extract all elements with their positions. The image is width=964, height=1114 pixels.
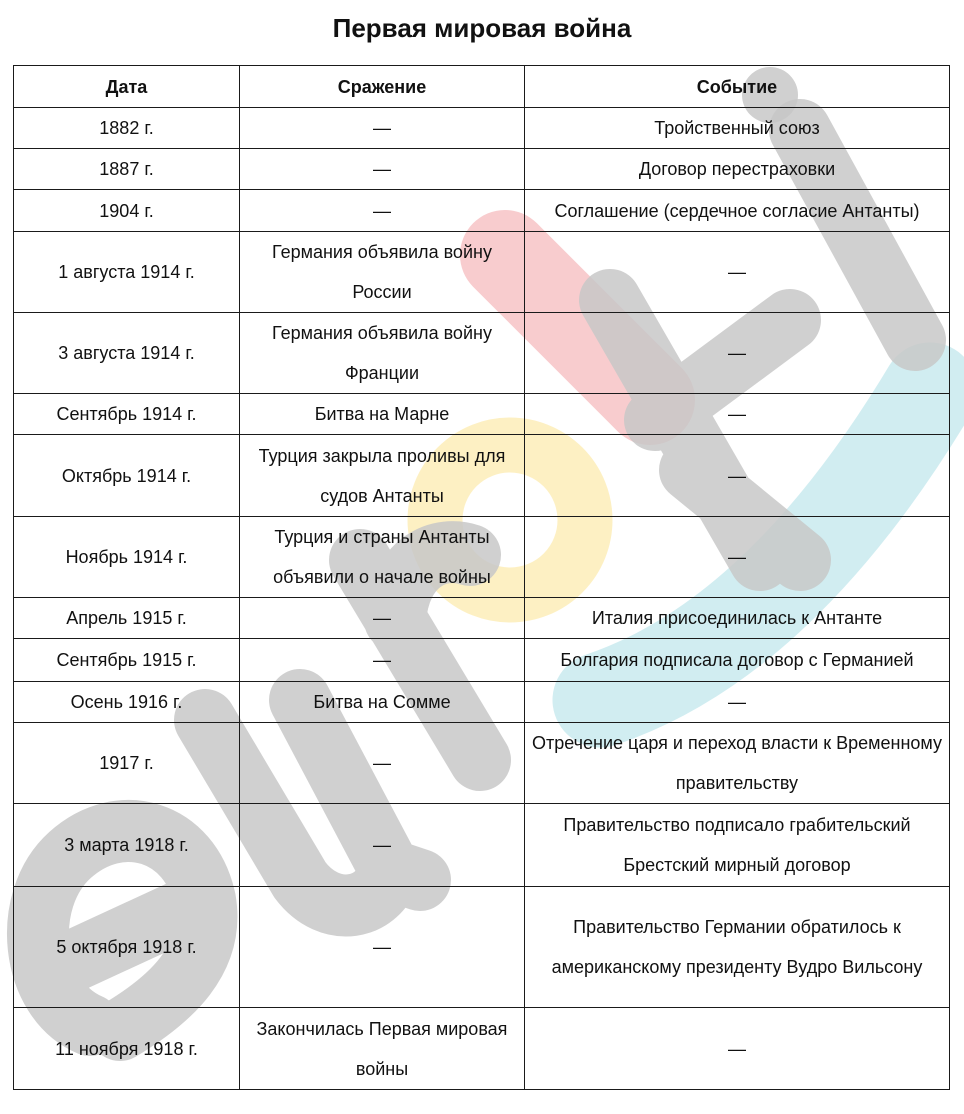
cell-event: — — [525, 517, 950, 598]
cell-event: Болгария подписала договор с Германией — [525, 639, 950, 682]
table-row — [14, 435, 950, 517]
cell-battle: — — [240, 887, 525, 1008]
cell-event: Соглашение (сердечное согласие Антанты) — [525, 190, 950, 232]
cell-battle: — — [240, 723, 525, 804]
table-row — [14, 723, 950, 804]
cell-battle: — — [240, 190, 525, 232]
cell-date: 1904 г. — [14, 190, 240, 232]
table-row — [14, 1008, 950, 1090]
table-row — [14, 190, 950, 232]
cell-battle: Битва на Марне — [240, 394, 525, 435]
cell-date: Осень 1916 г. — [14, 682, 240, 723]
cell-date: Апрель 1915 г. — [14, 598, 240, 639]
table-row — [14, 108, 950, 149]
cell-event: Италия присоединилась к Антанте — [525, 598, 950, 639]
cell-date: Ноябрь 1914 г. — [14, 517, 240, 598]
cell-event: — — [525, 682, 950, 723]
cell-event: Договор перестраховки — [525, 149, 950, 190]
cell-battle: — — [240, 804, 525, 887]
cell-event: Правительство подписало грабительский Брестский мирный договор — [525, 804, 950, 887]
cell-event: Отречение царя и переход власти к Временному правительству — [525, 723, 950, 804]
header-battle: Сражение — [240, 66, 525, 108]
table-row — [14, 804, 950, 887]
cell-battle: — — [240, 639, 525, 682]
cell-battle: Турция закрыла проливы для судов Антанты — [240, 435, 525, 517]
cell-date: 1887 г. — [14, 149, 240, 190]
table-row — [14, 517, 950, 598]
cell-date: 1917 г. — [14, 723, 240, 804]
table-row — [14, 598, 950, 639]
cell-event: — — [525, 394, 950, 435]
cell-battle: — — [240, 598, 525, 639]
cell-event: — — [525, 313, 950, 394]
cell-event: — — [525, 232, 950, 313]
cell-event: Правительство Германии обратилось к американскому президенту Вудро Вильсону — [525, 887, 950, 1008]
cell-battle: Закончилась Первая мировая войны — [240, 1008, 525, 1090]
cell-date: Сентябрь 1914 г. — [14, 394, 240, 435]
cell-event: Тройственный союз — [525, 108, 950, 149]
cell-battle: Турция и страны Антанты объявили о начале войны — [240, 517, 525, 598]
cell-date: Октябрь 1914 г. — [14, 435, 240, 517]
cell-date: 3 августа 1914 г. — [14, 313, 240, 394]
header-event: Событие — [525, 66, 950, 108]
cell-battle: Германия объявила войну Франции — [240, 313, 525, 394]
table-header-row — [14, 66, 950, 108]
cell-event: — — [525, 1008, 950, 1090]
cell-battle: Германия объявила войну России — [240, 232, 525, 313]
cell-battle: Битва на Сомме — [240, 682, 525, 723]
table-row — [14, 313, 950, 394]
cell-battle: — — [240, 108, 525, 149]
table-row — [14, 232, 950, 313]
cell-event: — — [525, 435, 950, 517]
cell-date: 11 ноября 1918 г. — [14, 1008, 240, 1090]
cell-date: 1882 г. — [14, 108, 240, 149]
cell-date: 5 октября 1918 г. — [14, 887, 240, 1008]
events-table — [13, 65, 950, 1090]
table-row — [14, 149, 950, 190]
cell-date: 3 марта 1918 г. — [14, 804, 240, 887]
cell-date: 1 августа 1914 г. — [14, 232, 240, 313]
cell-date: Сентябрь 1915 г. — [14, 639, 240, 682]
table-row — [14, 887, 950, 1008]
cell-battle: — — [240, 149, 525, 190]
table-row — [14, 639, 950, 682]
table-row — [14, 394, 950, 435]
table-row — [14, 682, 950, 723]
page-title: Первая мировая война — [332, 13, 632, 43]
header-date: Дата — [14, 66, 240, 108]
